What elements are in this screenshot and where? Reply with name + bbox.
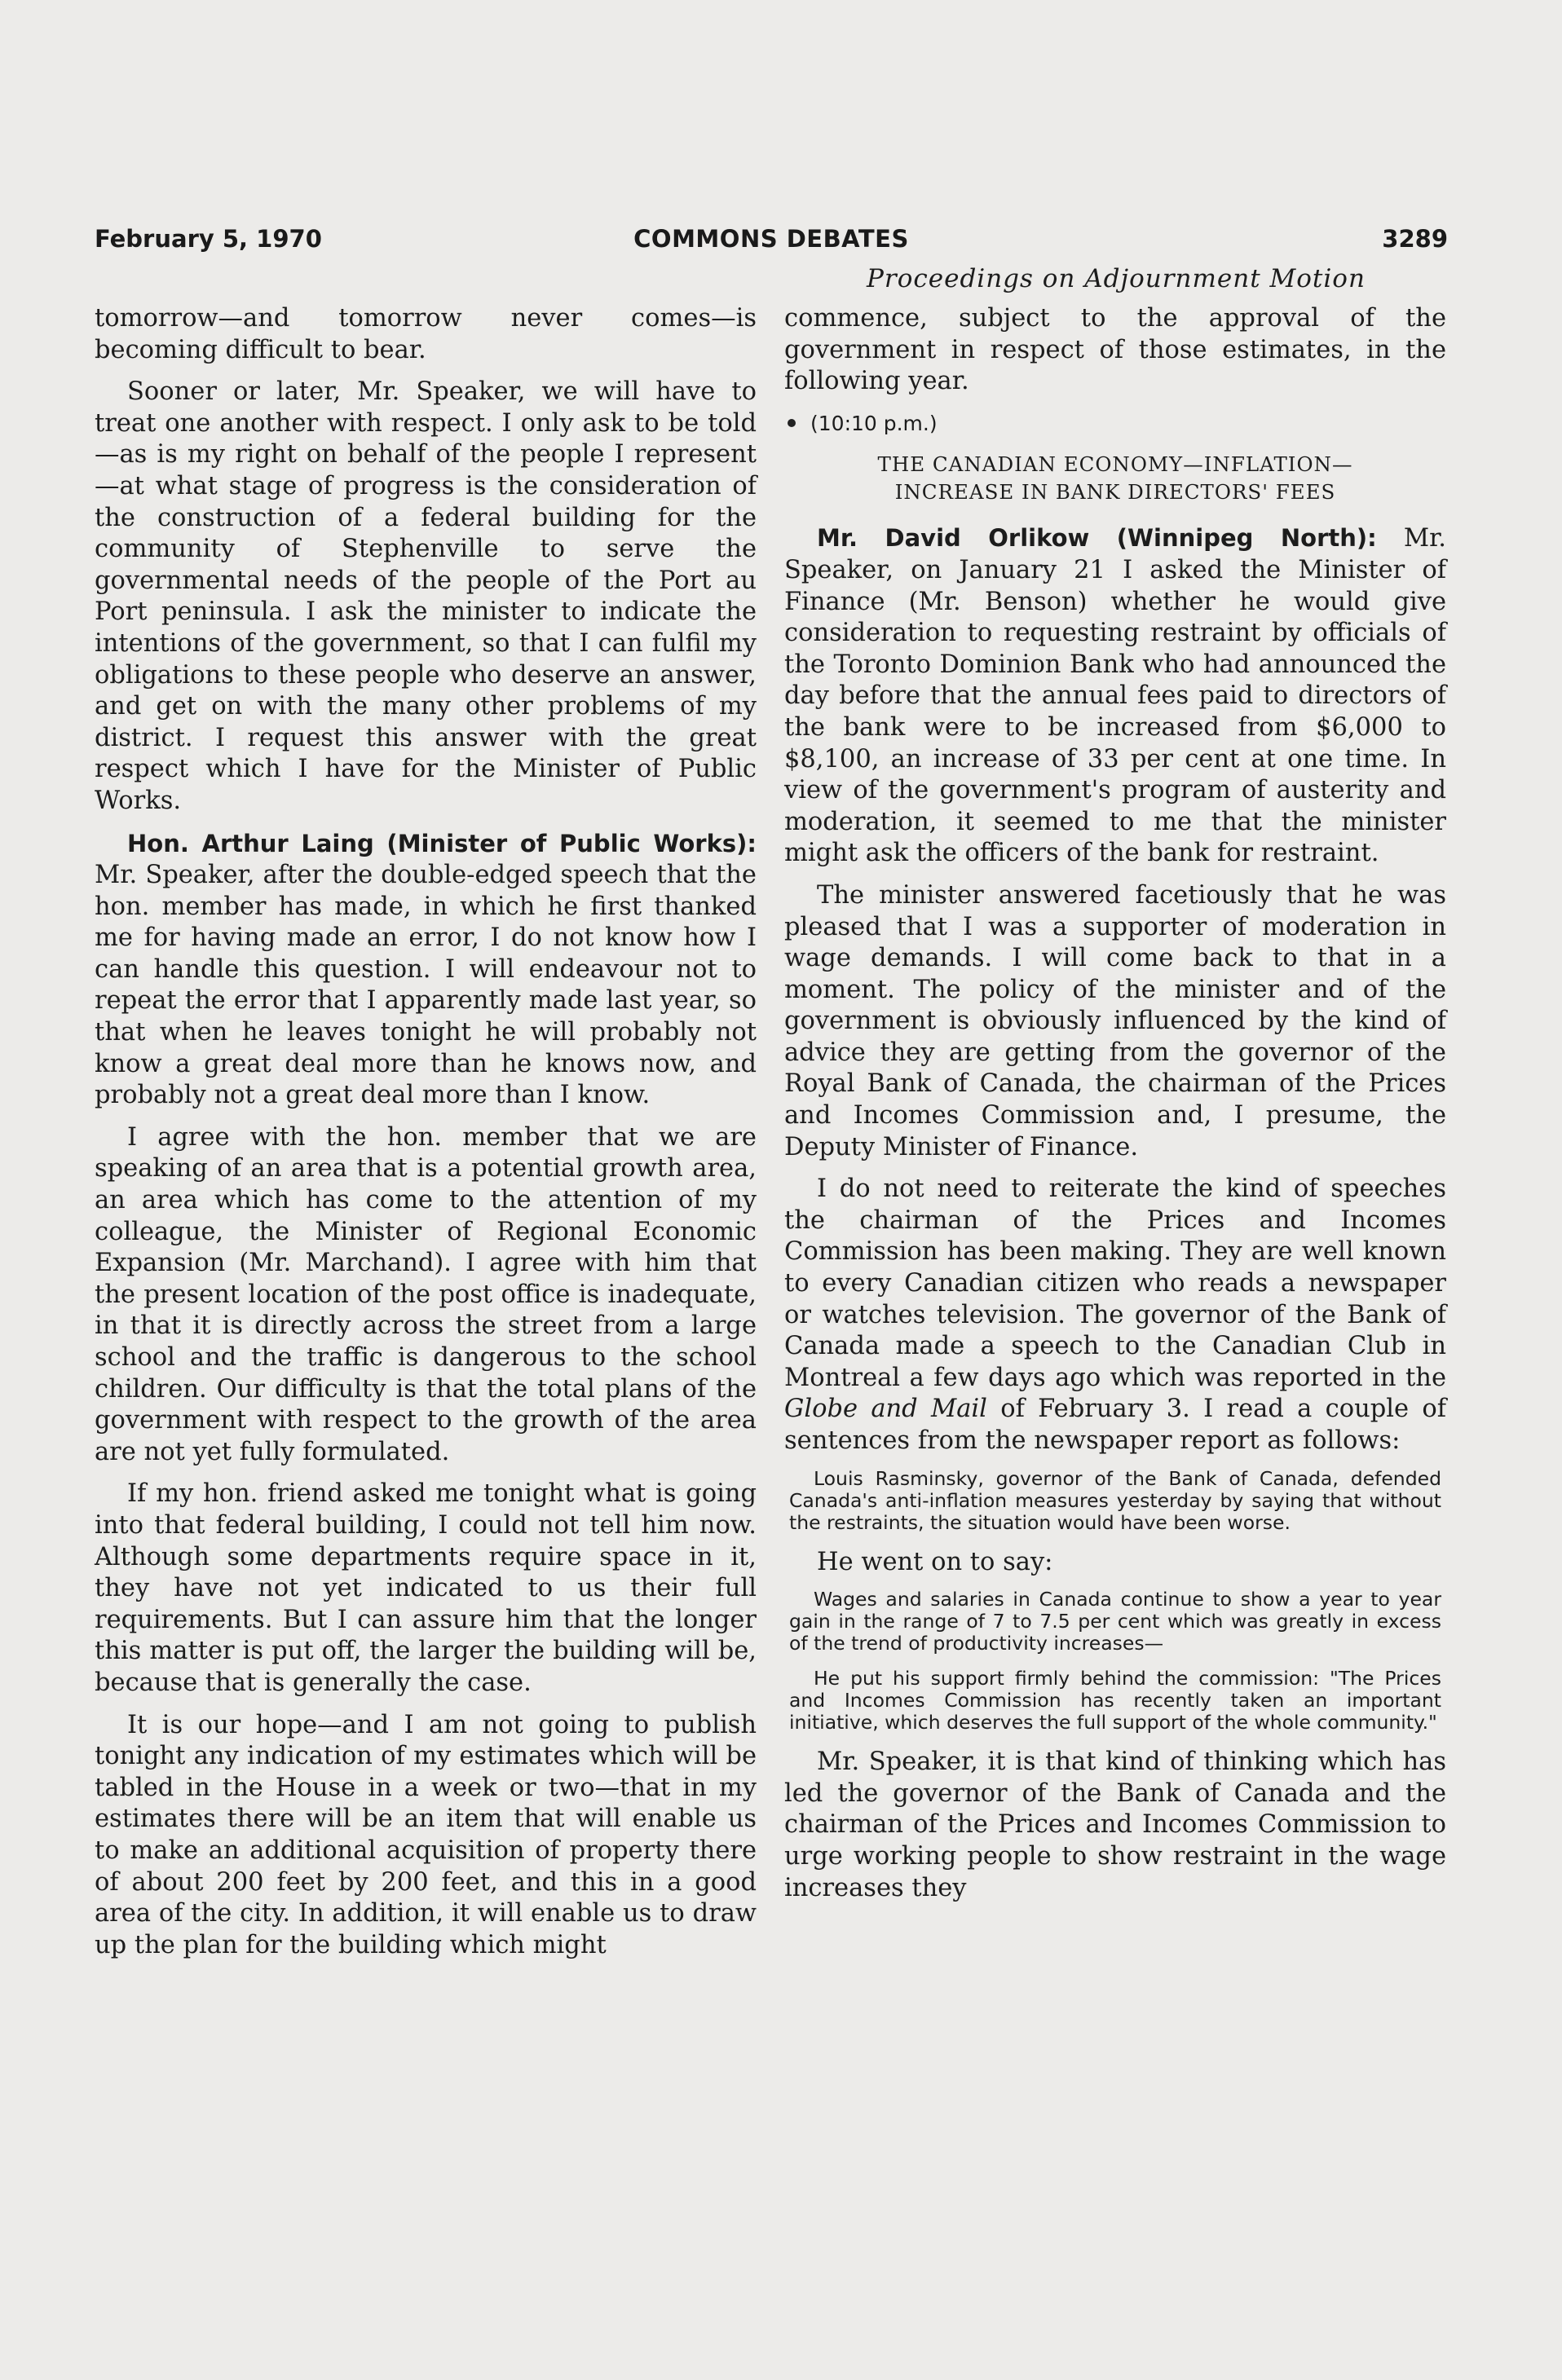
block-quote: Wages and salaries in Canada continue to show a year to year gain in the range of 7 to 7.5 per cent which was greatly in excess of the trend of productivity increases—	[789, 1588, 1441, 1655]
paragraph	[784, 522, 1446, 870]
paragraph-text: Mr. Speaker, on January 21 I asked the Minister of Finance (Mr. Benson) whether he would give consideration to requesting restraint by officials of the Toronto Dominion Bank who had announced the day before that the annual fees paid to directors of the bank were to be increased from $6,000 to $8,100, an increase of 33 per cent at one time. In view of the government's program of austerity and moderation, it seemed to me that the minister might ask the officers of the bank for restraint.	[784, 524, 1446, 868]
paragraph: The minister answered facetiously that he was pleased that I was a supporter of moderation in wage demands. I will come back to that in a moment. The policy of the minister and of the government is obviously influenced by the kind of advice they are getting from the governor of the Royal Bank of Canada, the chairman of the Prices and Incomes Commission and, I presume, the Deputy Minister of Finance.	[784, 880, 1446, 1161]
paragraph-text: Mr. Speaker, after the double-edged speech that the hon. member has made, in which he first thanked me for having made an error, I do not know how I can handle this question. I will endeavour not to repeat the error that I apparently made last year, so that when he leaves tonight he will probably not know a great deal more than he knows now, and probably not a great deal more than I know.	[95, 861, 757, 1110]
section-subheader: Proceedings on Adjournment Motion	[867, 264, 1366, 293]
header-title: COMMONS DEBATES	[633, 225, 909, 253]
heading-line: THE CANADIAN ECONOMY—INFLATION—	[877, 452, 1353, 477]
time-marker	[784, 408, 1446, 440]
paragraph-text: I do not need to reiterate the kind of speeches the chairman of the Prices and Incomes Commission has been making. They are well known to every Canadian citizen who reads a newspaper or watches television. The governor of the Bank of Canada made a speech to the Canadian Club in Montreal a few days ago which was reported in the	[784, 1175, 1446, 1392]
header-page-number: 3289	[1382, 225, 1448, 253]
paragraph-text: of February 3. I read a couple of sentences from the newspaper report as follows:	[784, 1395, 1446, 1455]
section-heading	[784, 451, 1446, 506]
paragraph: If my hon. friend asked me tonight what is going into that federal building, I could not tell him now. Although some departments require space in it, they have not yet indicated to us their full requirements. But I can assure him that the longer this matter is put off, the larger the building will be, because that is generally the case.	[95, 1479, 757, 1697]
paragraph: Mr. Speaker, it is that kind of thinking which has led the governor of the Bank of Canada and the chairman of the Prices and Incomes Commission to urge working people to show restraint in the wage increases they	[784, 1748, 1446, 1902]
paragraph: tomorrow—and tomorrow never comes—is becoming difficult to bear.	[95, 304, 757, 364]
newspaper-title: Globe and Mail	[784, 1395, 987, 1424]
paragraph	[95, 828, 757, 1112]
block-quote: He put his support firmly behind the commission: "The Prices and Incomes Commission has recently taken an important initiative, which deserves the full support of the whole community."	[789, 1667, 1441, 1734]
paragraph: I agree with the hon. member that we are speaking of an area that is a potential growth area, an area which has come to the attention of my colleague, the Minister of Regional Economic Expansion (Mr. Marchand). I agree with him that the present location of the post office is inadequate, in that it is directly across the street from a large school and the traffic is dangerous to the school children. Our difficulty is that the total plans of the government with respect to the growth of the area are not yet fully formulated.	[95, 1122, 757, 1466]
paragraph: It is our hope—and I am not going to publish tonight any indication of my estimates which will be tabled in the House in a week or two—that in my estimates there will be an item that will enable us to make an additional acquisition of property there of about 200 feet by 200 feet, and this in a good area of the city. In addition, it will enable us to draw up the plan for the building which might	[95, 1710, 757, 1959]
speaker-name: Hon. Arthur Laing (Minister of Public Works):	[127, 829, 757, 857]
left-column	[95, 303, 757, 1972]
header-date: February 5, 1970	[95, 225, 322, 253]
heading-line: INCREASE IN BANK DIRECTORS' FEES	[894, 480, 1336, 505]
paragraph	[784, 1174, 1446, 1457]
time-text: (10:10 p.m.)	[810, 411, 938, 435]
right-column	[784, 303, 1446, 1915]
speaker-name: Mr. David Orlikow (Winnipeg North):	[817, 524, 1377, 553]
paragraph: He went on to say:	[817, 1547, 1053, 1576]
page-header	[95, 225, 1448, 261]
block-quote: Louis Rasminsky, governor of the Bank of Canada, defended Canada's anti-inflation measures yesterday by saying that without the restraints, the situation would have been worse.	[789, 1466, 1441, 1534]
paragraph: commence, subject to the approval of the government in respect of those estimates, in the following year.	[784, 304, 1446, 396]
bullet-icon	[788, 419, 796, 427]
paragraph: Sooner or later, Mr. Speaker, we will have to treat one another with respect. I only ask to be told—as is my right on behalf of the people I represent—at what stage of progress is the consideration of the construction of a federal building for the community of Stephenville to serve the governmental needs of the people of the Port au Port peninsula. I ask the minister to indicate the intentions of the government, so that I can fulfil my obligations to these people who deserve an answer, and get on with the many other problems of my district. I request this answer with the great respect which I have for the Minister of Public Works.	[95, 377, 757, 815]
